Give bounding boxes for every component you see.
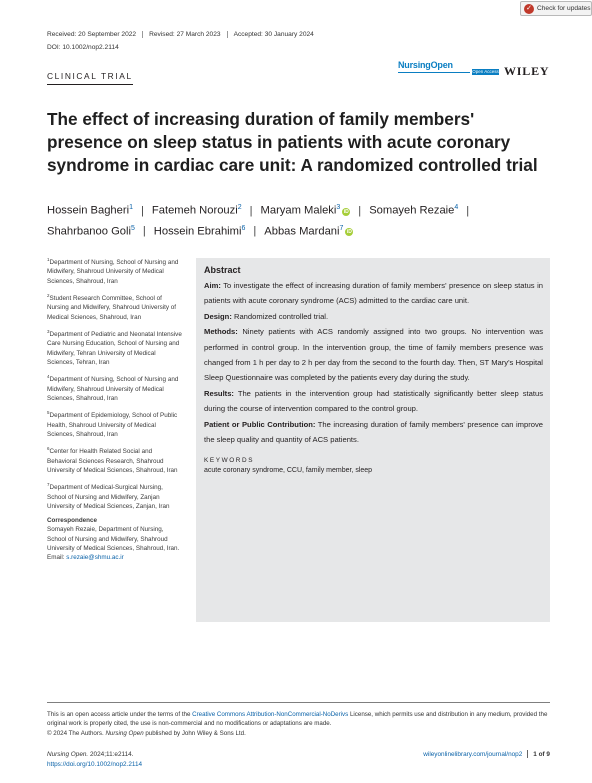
affiliation-item <box>47 444 182 475</box>
journal-site-link[interactable]: wileyonlinelibrary.com/journal/nop2 <box>423 750 523 758</box>
author-name: Somayeh Rezaie <box>369 204 455 217</box>
author-separator: | <box>141 204 144 217</box>
affiliation-item <box>47 408 182 439</box>
affiliation-text: Department of Medical-Surgical Nursing, School of Nursing and Midwifery, Zanjan University of Medical Sciences, Zanjan, Iran <box>47 484 170 510</box>
license-suffix: License, which permits use and distribution in any medium, provided the original work is properly cited, the use is non-commercial and no modifications or adaptations are made. <box>47 711 548 728</box>
affiliation-text: Center for Health Related Social and Behavioral Sciences Research, Shahroud University of Medical Sciences, Shahroud, Iran <box>47 448 178 474</box>
author-name: Maryam Maleki <box>260 204 337 217</box>
affiliation-item <box>47 327 182 367</box>
section-label: CLINICAL TRIAL <box>47 71 133 85</box>
affiliation-item <box>47 372 182 403</box>
license-notice <box>47 710 552 738</box>
footer-right <box>423 750 550 758</box>
abstract-text: Ninety patients with ACS randomly assigned into two groups. No intervention was performed in control group. In the intervention group, the time of family members presence was changed from 1 h per day to 2 h per day from the second to the fourth day. Then, ST Mary's Hospital Sleep Questionnaire was completed by the patients every day during the study. <box>204 327 543 383</box>
footer-divider <box>527 750 528 758</box>
open-access-badge: Open Access <box>472 69 499 74</box>
author-separator: | <box>358 204 362 217</box>
affiliations-column <box>47 255 182 563</box>
affiliation-text: Department of Epidemiology, School of Public Health, Shahroud University of Medical Sciences, Shahroud, Iran <box>47 412 178 438</box>
author-name: Abbas Mardani <box>264 225 340 238</box>
accepted-date: Accepted: 30 January 2024 <box>233 31 314 38</box>
email-link[interactable]: s.rezaie@shmu.ac.ir <box>66 554 124 562</box>
article-title: The effect of increasing duration of family members' presence on sleep status in patients with acute coronary syndrome in cardiac care unit: A randomized controlled trial <box>47 109 538 175</box>
publication-dates <box>47 31 320 38</box>
correspondence-text: Somayeh Rezaie, Department of Nursing, School of Nursing and Midwifery, Shahroud University of Medical Sciences, Shahroud, Iran. <box>47 526 180 553</box>
affiliation-item <box>47 480 182 511</box>
orcid-icon[interactable]: iD <box>343 208 349 215</box>
author-list <box>47 199 552 240</box>
abstract-paragraph <box>204 278 543 309</box>
abstract-text: The increasing duration of family members' presence can improve the sleep quality and quantity of ACS patients. <box>204 419 543 445</box>
author-name: Fatemeh Norouzi <box>151 204 238 217</box>
abstract-paragraph <box>204 386 543 417</box>
abstract-text: Randomized controlled trial. <box>231 311 329 321</box>
copyright-journal: Nursing Open <box>105 729 144 737</box>
author-affiliation-marker[interactable]: 7 <box>339 224 344 232</box>
abstract-label: Results: <box>204 388 234 398</box>
affiliation-marker: 3 <box>47 328 50 334</box>
affiliation-text: Department of Pediatric and Neonatal Intensive Care Nursing Education, School of Nursing and Midwifery, Tehran University of Medical Sciences, Tehran, Iran <box>47 331 182 366</box>
author-affiliation-marker[interactable]: 1 <box>129 204 133 211</box>
check-for-updates-button[interactable] <box>520 1 592 16</box>
nursing-open-logo: NursingOpen <box>398 60 453 70</box>
author-separator: | <box>466 204 470 217</box>
received-date: Received: 20 September 2022 <box>47 31 143 38</box>
author-name: Shahrbanoo Goli <box>47 225 131 238</box>
doi-text: DOI: 10.1002/nop2.2114 <box>47 44 119 51</box>
copyright-suffix: published by John Wiley & Sons Ltd. <box>143 729 246 737</box>
wiley-logo: WILEY <box>504 64 550 78</box>
affiliation-marker: 5 <box>47 410 50 416</box>
license-divider <box>47 702 550 703</box>
abstract-text: The patients in the intervention group had statistically significantly better sleep status during the course of intervention compared to the control group. <box>204 388 543 414</box>
author-name: Hossein Ebrahimi <box>153 225 242 238</box>
affiliation-marker: 7 <box>47 482 50 488</box>
revised-date: Revised: 27 March 2023 <box>143 31 227 38</box>
affiliation-text: Department of Nursing, School of Nursing and Midwifery, Shahroud University of Medical Sciences, Shahroud, Iran <box>47 376 179 402</box>
citation-journal: Nursing Open. <box>47 751 89 758</box>
abstract-paragraph <box>204 417 543 448</box>
correspondence-heading: Correspondence <box>47 517 98 525</box>
affiliation-list <box>47 255 182 511</box>
doi-link[interactable]: https://doi.org/10.1002/nop2.2114 <box>47 761 143 768</box>
affiliation-text: Student Research Committee, School of Nursing and Midwifery, Shahroud University of Medical Sciences, Shahroud, Iran <box>47 295 177 321</box>
abstract-label: Methods: <box>204 327 238 337</box>
author-affiliation-marker[interactable]: 6 <box>241 224 246 232</box>
keywords-heading: KEYWORDS <box>204 457 255 465</box>
author-separator: | <box>253 225 257 238</box>
update-badge-icon: ✓ <box>524 4 534 14</box>
affiliation-marker: 1 <box>47 257 50 262</box>
affiliation-item <box>47 291 182 322</box>
affiliation-marker: 2 <box>47 292 50 298</box>
author-separator: | <box>142 225 146 238</box>
logo-underline <box>398 72 470 73</box>
author-affiliation-marker[interactable]: 2 <box>237 204 242 211</box>
email-label: Email: <box>47 554 67 562</box>
affiliation-marker: 6 <box>47 446 50 452</box>
abstract-heading: Abstract <box>204 265 241 275</box>
abstract-paragraph <box>204 324 543 386</box>
correspondence-email-line <box>47 553 182 562</box>
check-for-updates-label: Check for updates <box>537 5 591 12</box>
page-number: 1 of 9 <box>533 750 550 758</box>
citation-rest: 2024;11:e2114. <box>88 751 134 758</box>
footer-citation <box>47 750 142 770</box>
abstract-paragraphs <box>204 278 543 447</box>
author-affiliation-marker[interactable]: 5 <box>130 224 135 232</box>
author-separator: | <box>249 204 253 217</box>
author-affiliation-marker[interactable]: 4 <box>454 204 459 211</box>
affiliation-marker: 4 <box>47 374 50 380</box>
license-prefix: This is an open access article under the terms of the <box>47 711 193 718</box>
abstract-label: Aim: <box>204 281 221 290</box>
keywords-text: acute coronary syndrome, CCU, family member, sleep <box>204 467 373 475</box>
author-name: Hossein Bagheri <box>47 204 130 217</box>
abstract-label: Patient or Public Contribution: <box>204 419 316 429</box>
affiliation-text: Department of Nursing, School of Nursing and Midwifery, Shahroud University of Medical Sciences, Shahroud, Iran <box>47 259 179 285</box>
cc-license-link[interactable]: Creative Commons Attribution-NonCommercial-NoDerivs <box>192 711 349 718</box>
abstract-label: Design: <box>204 311 232 321</box>
abstract-text: To investigate the effect of increasing duration of family members' presence on sleep status in patients with acute coronary syndrome (ACS) admitted to the cardiac care unit. <box>204 281 543 306</box>
abstract-box <box>196 258 550 622</box>
affiliation-item <box>47 255 182 286</box>
copyright-prefix: © 2024 The Authors. <box>47 729 106 737</box>
author-affiliation-marker[interactable]: 3 <box>336 204 341 211</box>
orcid-icon[interactable]: iD <box>346 229 352 236</box>
abstract-paragraph <box>204 309 543 324</box>
